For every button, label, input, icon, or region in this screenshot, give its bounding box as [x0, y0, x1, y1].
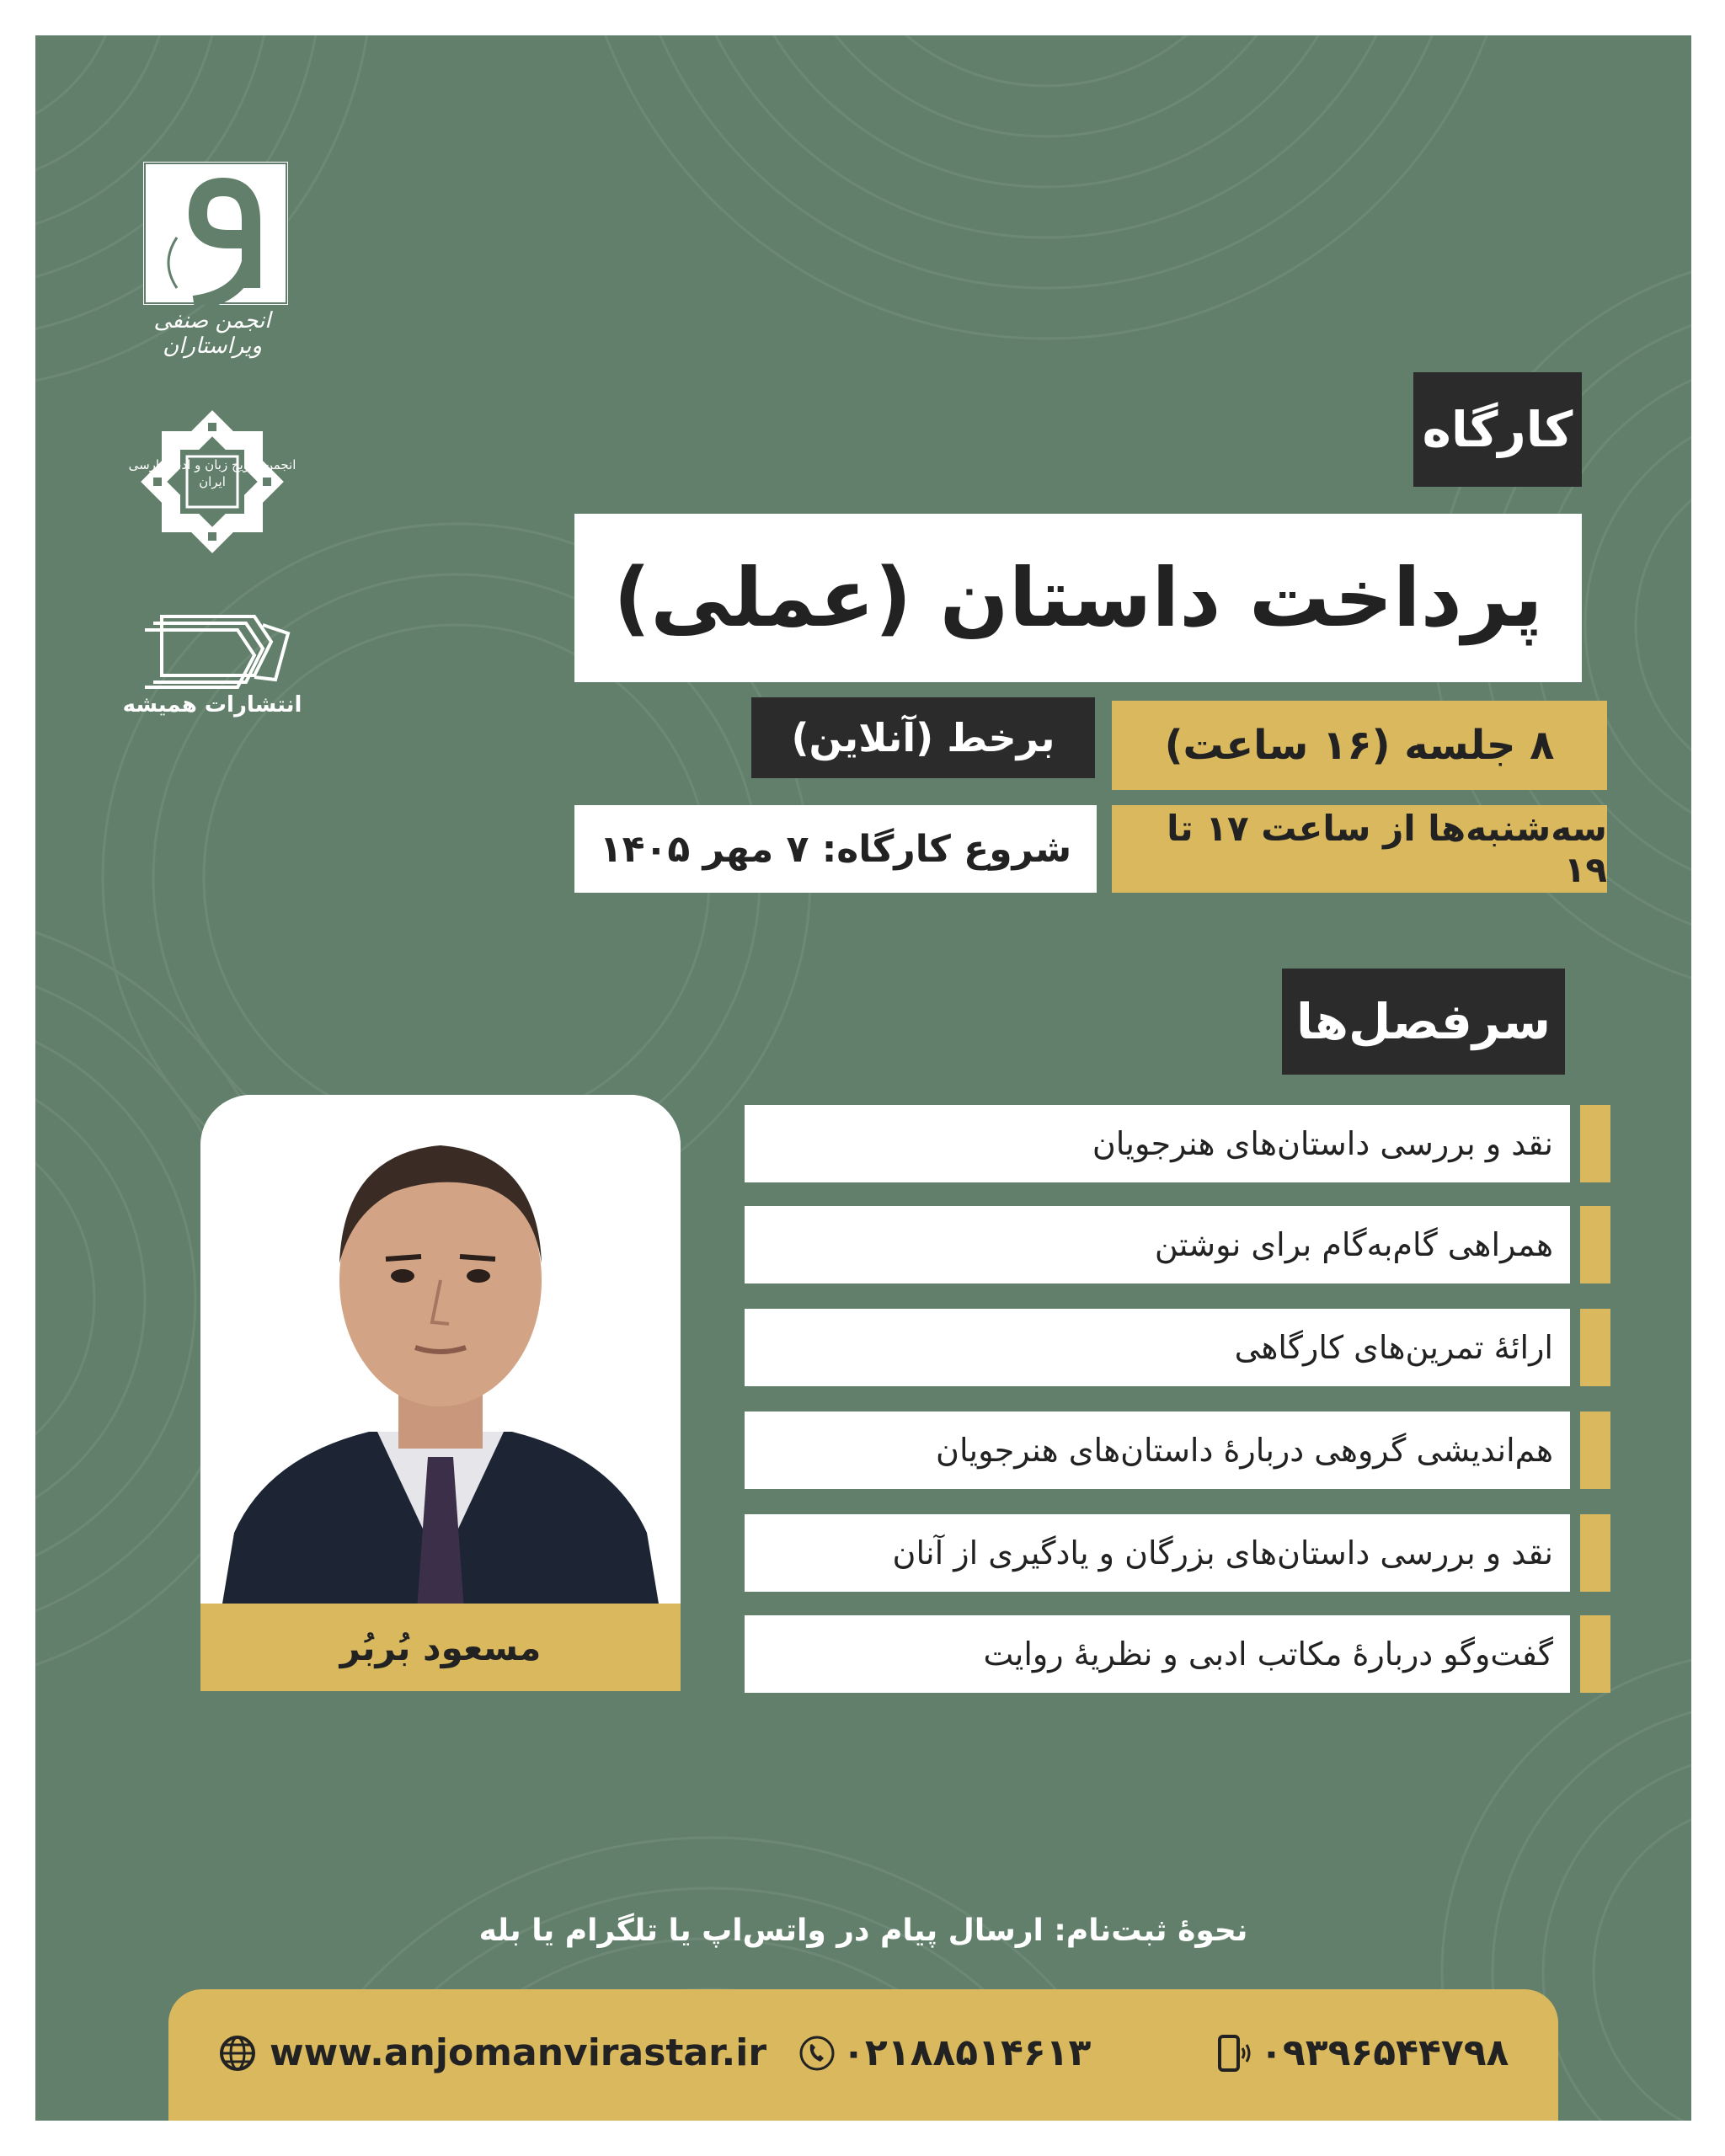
- phone-number[interactable]: ۰۲۱۸۸۵۱۴۶۱۳: [842, 2031, 1092, 2074]
- instructor-photo: [200, 1095, 681, 1634]
- syllabus-item-accent: [1580, 1105, 1610, 1182]
- syllabus-item-text: نقد و بررسی داستان‌های بزرگان و یادگیری از آنان: [745, 1514, 1570, 1592]
- instructor-name: مسعود بُربُر: [200, 1604, 681, 1691]
- pages-icon: [128, 600, 305, 692]
- website-link[interactable]: www.anjomanvirastar.ir: [270, 2031, 767, 2074]
- association-logo-caption: انجمن صنفی ویراستاران: [153, 308, 271, 359]
- syllabus-item-accent: [1580, 1615, 1610, 1693]
- syllabus-item-text: ارائهٔ تمرین‌های کارگاهی: [745, 1309, 1570, 1386]
- globe-icon: [219, 2035, 256, 2072]
- syllabus-heading: سرفصل‌ها: [1282, 969, 1565, 1075]
- syllabus-item: [745, 1309, 1610, 1386]
- association-logo: [143, 162, 288, 305]
- phone-icon: [798, 2035, 836, 2072]
- syllabus-item-accent: [1580, 1309, 1610, 1386]
- workshop-title: پرداخت داستان (عملی): [574, 514, 1582, 682]
- start-date-badge: شروع کارگاه: ۷ مهر ۱۴۰۵: [574, 805, 1097, 893]
- syllabus-item: [745, 1615, 1610, 1693]
- schedule-badge: سه‌شنبه‌ها از ساعت ۱۷ تا ۱۹: [1112, 805, 1607, 893]
- syllabus-item: [745, 1105, 1610, 1182]
- workshop-label: کارگاه: [1413, 372, 1582, 487]
- instructor-portrait-icon: [200, 1095, 681, 1634]
- publisher-logo-caption: انتشارات همیشه: [122, 692, 302, 718]
- syllabus-item: [745, 1514, 1610, 1592]
- mode-badge: برخط (آنلاین): [751, 697, 1095, 778]
- persian-language-society-caption: انجمن ترویج زبان و ادب فارسی ایران: [128, 457, 296, 489]
- contact-footer: [168, 1989, 1558, 2121]
- mobile-number[interactable]: ۰۹۳۹۶۵۴۴۷۹۸: [1260, 2031, 1509, 2074]
- syllabus-item-text: گفت‌وگو دربارهٔ مکاتب ادبی و نظریهٔ روایت: [745, 1615, 1570, 1693]
- syllabus-item-accent: [1580, 1412, 1610, 1489]
- syllabus-item-accent: [1580, 1206, 1610, 1283]
- waw-letter-icon: [143, 162, 288, 305]
- syllabus-item-accent: [1580, 1514, 1610, 1592]
- registration-note: نحوهٔ ثبت‌نام: ارسال پیام در واتس‌اپ یا تلگرام یا بله: [478, 1913, 1248, 1948]
- syllabus-item: [745, 1412, 1610, 1489]
- syllabus-item-text: همراهی گام‌به‌گام برای نوشتن: [745, 1206, 1570, 1283]
- syllabus-item: [745, 1206, 1610, 1283]
- syllabus-item-text: هم‌اندیشی گروهی دربارهٔ داستان‌های هنرجویان: [745, 1412, 1570, 1489]
- sessions-badge: ۸ جلسه (۱۶ ساعت): [1112, 701, 1607, 790]
- syllabus-item-text: نقد و بررسی داستان‌های هنرجویان: [745, 1105, 1570, 1182]
- poster: [35, 35, 1691, 2121]
- mobile-phone-icon: [1215, 2033, 1252, 2073]
